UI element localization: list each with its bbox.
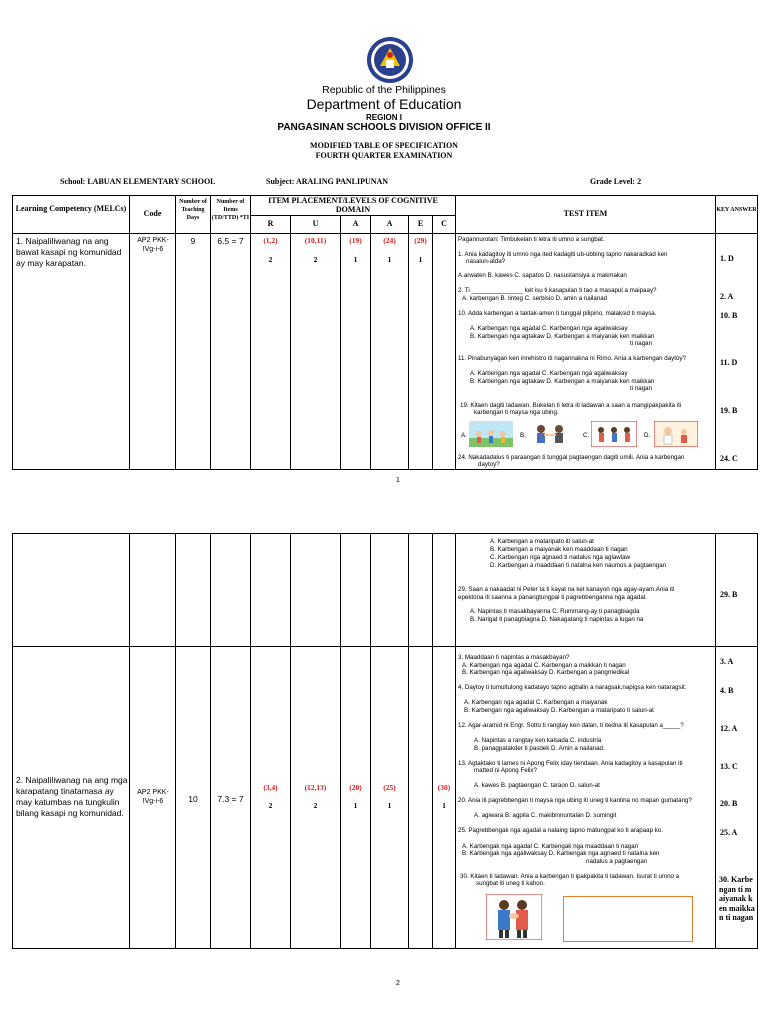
- test-line: 30. Kitaen ti ladawan. Ania a karbengan ti ipakpakita ti ladawan. Isurat ti umno a: [460, 873, 680, 880]
- code-1: AP2 PKK-IVg-i-6: [137, 237, 169, 253]
- test-line: A. Karbengan nga agadal C. Karbengan a maiyanak: [464, 699, 608, 706]
- placement-a1-1: (19): [349, 236, 362, 245]
- test-line: matted ni Apong Felix?: [474, 767, 537, 774]
- answer-key: 4. B: [720, 686, 734, 695]
- test-line: B. Karbengan nga agaliwaksay D. Karbengan a mataripato ti salun-at: [464, 707, 654, 714]
- test-line: A. Napintas a rangtay ken kalsada C. industria: [474, 737, 602, 744]
- test-line: B. Narigat ti panagbiagna D. Nakagatang ti napintas a lugan na: [470, 616, 644, 623]
- children-playing-image: [469, 421, 513, 447]
- test-line: 10. Adda karbengan a taktak-amen ti tunggal pilipino, malaksid ti maysa.: [458, 310, 657, 317]
- placement-e-1: (29): [414, 236, 427, 245]
- count-a2-1: 1: [387, 255, 392, 264]
- test-line: nadalus a pagtaengan: [586, 858, 648, 865]
- placement-a1-2: (20): [349, 783, 362, 792]
- school-label: School: LABUAN ELEMENTARY SCHOOL: [60, 177, 216, 186]
- test-line: ti nagan: [630, 385, 653, 392]
- placement-r-2: (3,4): [263, 783, 278, 792]
- test-line: A. Karbengan nga agadal C. Karbengan nga agaliwaksay: [470, 370, 628, 377]
- answer-key: 10. B: [720, 311, 738, 320]
- children-fighting-image: [528, 421, 574, 447]
- placement-u-1: (10,11): [304, 236, 327, 245]
- header-key: KEY ANSWER: [716, 207, 757, 213]
- page-number: 2: [396, 980, 400, 987]
- test-line: 1. Ania kadagitoy iti umno nga ited kadagiti ub-ubbing tapno nakaradkad ken: [458, 251, 668, 258]
- header-competency: Learning Competency (MELCs): [15, 204, 127, 213]
- answer-key: 3. A: [720, 657, 734, 666]
- answer-key: 29. B: [720, 590, 738, 599]
- items-1: 6.5 = 7: [217, 236, 244, 246]
- test-line: 25. Pagrebbengak nga agadal a nalaing tapno matungpal ko ti arapaap ko.: [458, 827, 664, 834]
- region-line: REGION I: [365, 113, 402, 122]
- competency-2: 2. Naipaliliwanag na ang mga karapatang tinatamasa ay may katumbas na tungkulin bilang kasapi ng komunidad.: [16, 775, 128, 818]
- placement-r-1: (1,2): [263, 236, 278, 245]
- test-line: sungbat iti uneg ti kahon.: [476, 880, 545, 887]
- test-line: epektona iti saanna a panangtungpal ti pagrebbenganna nga agadal.: [458, 594, 647, 601]
- header-code: Code: [143, 209, 162, 218]
- count-c-2: 1: [442, 801, 446, 810]
- answer-key: 24. C: [720, 454, 738, 463]
- child-doctor-image: [654, 421, 698, 447]
- items-2: 7.3 = 7: [217, 794, 244, 804]
- count-a1-2: 1: [353, 801, 358, 810]
- answer-box[interactable]: [563, 896, 693, 942]
- image-label-d: D.: [644, 432, 651, 439]
- page-number: 1: [396, 477, 400, 484]
- test-line: 19. Kitaen dagiti ladawan. Bukelan ti letra iti ladawan a saan a mangipakpakita iti: [460, 402, 682, 409]
- header-days: Number of Teaching Days: [179, 199, 207, 221]
- test-line: B. panagpatakder ti pasdek D. Amin a nailanad.: [474, 745, 605, 752]
- answer-key: 25. A: [720, 828, 738, 837]
- answer-key: 2. A: [720, 292, 734, 301]
- division-line: PANGASINAN SCHOOLS DIVISION OFFICE II: [277, 122, 491, 133]
- subject-label: Subject: ARALING PANLIPUNAN: [266, 177, 389, 186]
- test-line: A. karbengan B. linteg C. serbisio D. amin a nailanad: [462, 295, 608, 302]
- image-label-b: B.: [520, 432, 526, 439]
- test-line: 4. Daytoy ti tumultulong kadatayo tapno agbalin a naragsak,napigsa ken nataragsit.: [458, 684, 687, 691]
- code-2: AP2 PKK-IVg-i-6: [137, 789, 169, 805]
- header-level-a2: A: [386, 219, 393, 228]
- days-2: 10: [188, 794, 198, 804]
- test-line: A.arwaten B. kawes C. sapatos D. nasustansiya a makmakan: [458, 272, 627, 279]
- test-line: A. kawes B. pagtaengan C. taraon D. salun-at: [474, 782, 600, 789]
- grade-label: Grade Level: 2: [590, 177, 642, 186]
- test-line: nasalun-atda?: [466, 258, 506, 265]
- test-line: D. Karbengan a maaddaan ti natalna ken naumos a pagtaengan: [490, 562, 667, 569]
- family-with-baby-image: [486, 894, 542, 940]
- test-line: A. Napintas ti masakbayanna C. Rummang-ay ti panagbiagda: [470, 608, 640, 615]
- test-line: 11. Pinabunyagan ken inrehistro iti nagannakna ni Rimo. Ania a karbengan daytoy?: [458, 355, 686, 362]
- test-line: 20. Ania iti pagrebbengan ti maysa nga ubing iti uneg ti kantina no mapan gumatang?: [458, 797, 692, 804]
- test-line: B. Karbengan a maiyanak ken maaddaan ti nagan: [490, 546, 628, 553]
- test-line: daytoy?: [478, 461, 500, 468]
- header-level-e: E: [417, 219, 424, 228]
- test-line: A. Karbengan nga agadal C. Karbengan nga agaliwaksay: [470, 325, 628, 332]
- department-line: Department of Education: [306, 96, 462, 112]
- exam-title: FOURTH QUARTER EXAMINATION: [315, 151, 453, 160]
- test-line: 24. Nakadadalus ti paraangan ti tunggal pagtaengan dagiti umili. Ania a karbengan: [458, 454, 685, 461]
- header-level-u: U: [312, 219, 319, 228]
- test-line: B. Karbengak nga agaliwaksay D. Karbengak nga agnaed ti natalna ken: [462, 850, 660, 857]
- header-placement: ITEM PLACEMENT/LEVELS OF COGNITIVE DOMAIN: [268, 196, 438, 214]
- test-line: C. Karbengan nga agnaed ti nadalus nga aglawlaw: [490, 554, 631, 561]
- test-line: A. agiwara B. agpila C. makibinnuntalan D. sumingit: [474, 812, 617, 819]
- answer-key: 1. D: [720, 254, 734, 263]
- count-u-2: 2: [313, 801, 318, 810]
- test-line: ti nagan: [630, 340, 653, 347]
- header-level-r: R: [267, 219, 274, 228]
- count-a1-1: 1: [353, 255, 358, 264]
- doc-title: MODIFIED TABLE OF SPECIFICATION: [310, 141, 458, 150]
- answer-key: 13. C: [720, 762, 738, 771]
- test-line: karbengan ti maysa nga ubing.: [474, 409, 559, 416]
- placement-u-2: (12,13): [304, 783, 327, 792]
- image-label-a: A.: [461, 432, 467, 439]
- answer-key: 12. A: [720, 724, 738, 733]
- test-line: 3. Maaddaan ti napintas a masakbayan?: [458, 654, 570, 661]
- count-e-1: 1: [418, 255, 423, 264]
- students-image: [591, 421, 637, 447]
- placement-a2-1: (24): [383, 236, 396, 245]
- test-line: B. Karbengan nga agaliwaksay D. Karbengan a pangmedikal: [462, 669, 630, 676]
- answer-key: 19. B: [720, 406, 738, 415]
- header-level-c: C: [441, 219, 447, 228]
- test-line: B. Karbengan nga agtakaw D. Karbengan a maiyanak ken maikkan: [470, 378, 655, 385]
- days-1: 9: [190, 236, 196, 246]
- test-line: B. Karbengan nga agtakaw D. Karbengan a maiyanak ken maikkan: [470, 333, 655, 340]
- count-r-1: 2: [268, 255, 273, 264]
- test-line: Pagannurotan: Timbukelan ti letra iti umno a sungbat.: [458, 236, 605, 243]
- test-line: A. Karbengan a mataripato iti salun-at: [490, 538, 594, 545]
- header-level-a1: A: [352, 219, 359, 228]
- header-test-item: TEST ITEM: [563, 209, 608, 218]
- placement-a2-2: (25): [383, 783, 396, 792]
- answer-key: 30. Karbengan ti maiyanak ken maikkan ti nagan: [719, 875, 755, 922]
- placement-c-2: (30): [437, 783, 451, 792]
- test-line: 29. Saan a nakaadal ni Peter ta ti kayat na ket kanayon nga agay-ayam.Ania iti: [458, 586, 675, 593]
- count-u-1: 2: [313, 255, 318, 264]
- test-line: 2. Ti _______________ ket isu ti kasapulan ti tao a masapul a maipaay?: [458, 287, 657, 294]
- republic-line: Republic of the Philippines: [322, 84, 446, 96]
- answer-key: 20. B: [720, 799, 738, 808]
- image-label-c: C.: [583, 432, 590, 439]
- count-a2-2: 1: [387, 801, 392, 810]
- test-line: A. Karbengan nga agadal C. Karbengan a maikkan ti nagan: [462, 662, 626, 669]
- test-line: 12. Agar-aramid ni Engr. Sotto ti rangtay ken dalan, ti itedna iti kasapulan a_____?: [458, 722, 684, 729]
- competency-1: 1. Naipaliliwanag na ang bawat kasapi ng komunidad ay may karapatan.: [16, 236, 122, 268]
- count-r-2: 2: [268, 801, 273, 810]
- test-line: A. Karbengak nga agadal C. Karbengak nga maaddaan ti nagan: [462, 843, 639, 850]
- answer-key: 11. D: [720, 358, 738, 367]
- deped-seal-logo: [366, 36, 414, 84]
- test-line: 13. Agtaktako ti lames ni Apong Felix iday tiendaan. Ania kadagitoy a kasapulan iti: [458, 760, 683, 767]
- header-items: Number of Items (TD/TTD) *TI: [211, 199, 250, 221]
